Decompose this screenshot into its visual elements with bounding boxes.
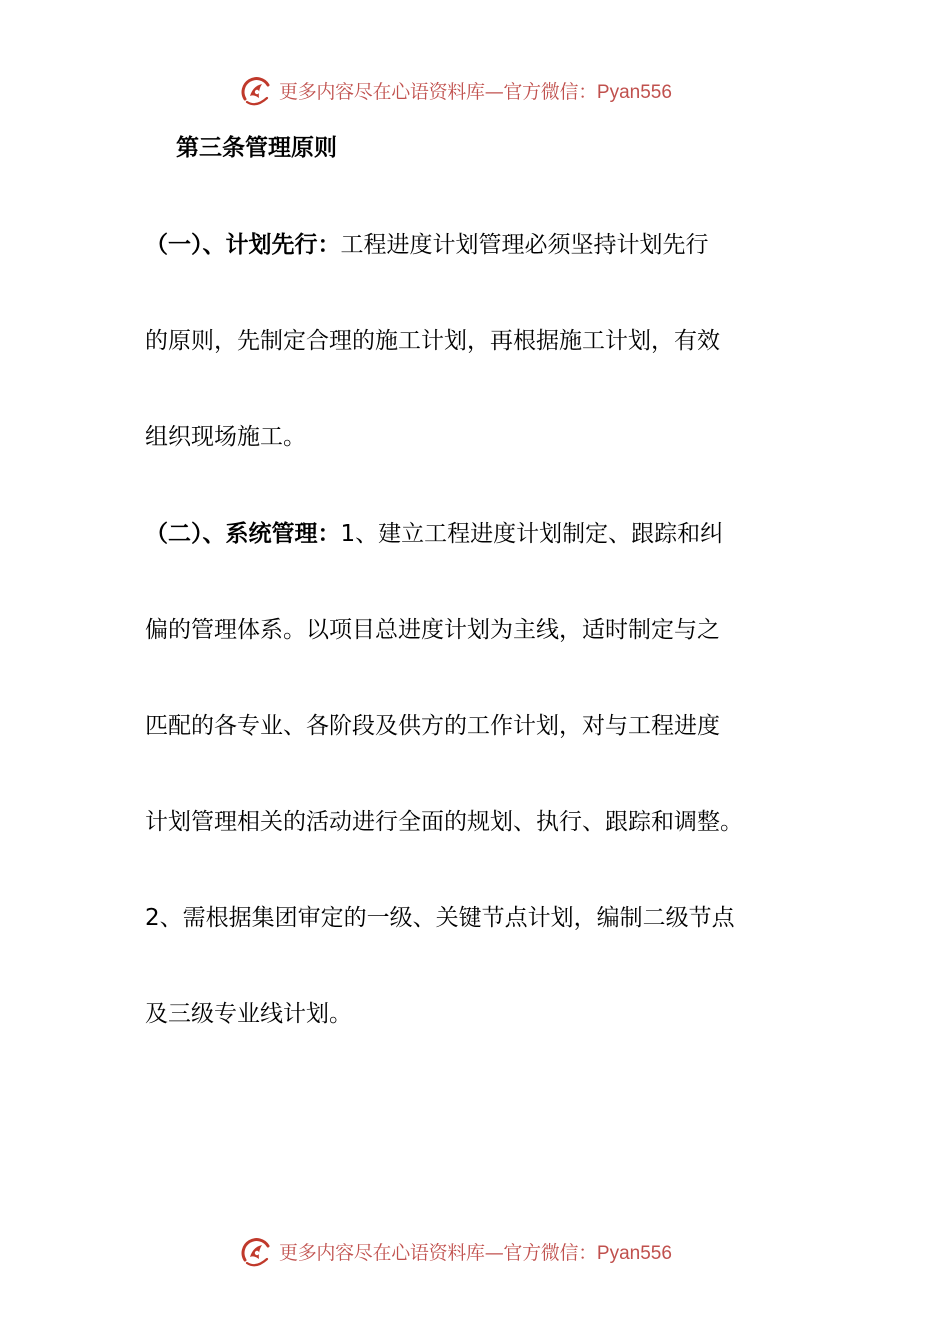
header-banner xyxy=(0,72,950,112)
paragraph-line xyxy=(145,997,352,1031)
paragraph-line xyxy=(145,228,709,262)
banner-label: 更多内容尽在心语资料库—官方微信： xyxy=(279,1242,597,1264)
line-text: 及三级专业线计划。 xyxy=(145,1001,352,1027)
paragraph-line xyxy=(145,324,720,358)
line-text: 组织现场施工。 xyxy=(145,424,306,450)
paragraph-line xyxy=(145,517,723,551)
line-text: 1、建立工程进度计划制定、跟踪和纠 xyxy=(340,521,724,547)
banner-label: 更多内容尽在心语资料库—官方微信： xyxy=(279,81,597,103)
paragraph-line xyxy=(145,613,720,647)
line-text: 计划管理相关的活动进行全面的规划、执行、跟踪和调整。 xyxy=(145,809,743,835)
banner-wechat-id: Pyan556 xyxy=(596,82,672,103)
banner-text xyxy=(279,79,672,106)
clause-label: （一）、计划先行： xyxy=(145,232,341,258)
brush-circle-logo-icon xyxy=(238,74,274,110)
section-heading: 第三条管理原则 xyxy=(176,135,337,161)
paragraph-line xyxy=(145,805,743,839)
brush-circle-logo-icon xyxy=(238,1235,274,1271)
paragraph-line xyxy=(145,420,306,454)
line-text: 偏的管理体系。以项目总进度计划为主线，适时制定与之 xyxy=(145,617,720,643)
paragraph-line xyxy=(145,709,720,743)
line-text: 的原则，先制定合理的施工计划，再根据施工计划，有效 xyxy=(145,328,720,354)
line-text: 工程进度计划管理必须坚持计划先行 xyxy=(340,232,709,258)
banner-wechat-id: Pyan556 xyxy=(596,1243,672,1264)
line-text: 匹配的各专业、各阶段及供方的工作计划，对与工程进度 xyxy=(145,713,720,739)
paragraph-line xyxy=(145,901,735,935)
line-text: 2、需根据集团审定的一级、关键节点计划，编制二级节点 xyxy=(145,905,735,931)
footer-banner xyxy=(0,1233,950,1273)
banner-text xyxy=(279,1240,672,1267)
clause-label: （二）、系统管理： xyxy=(145,521,341,547)
